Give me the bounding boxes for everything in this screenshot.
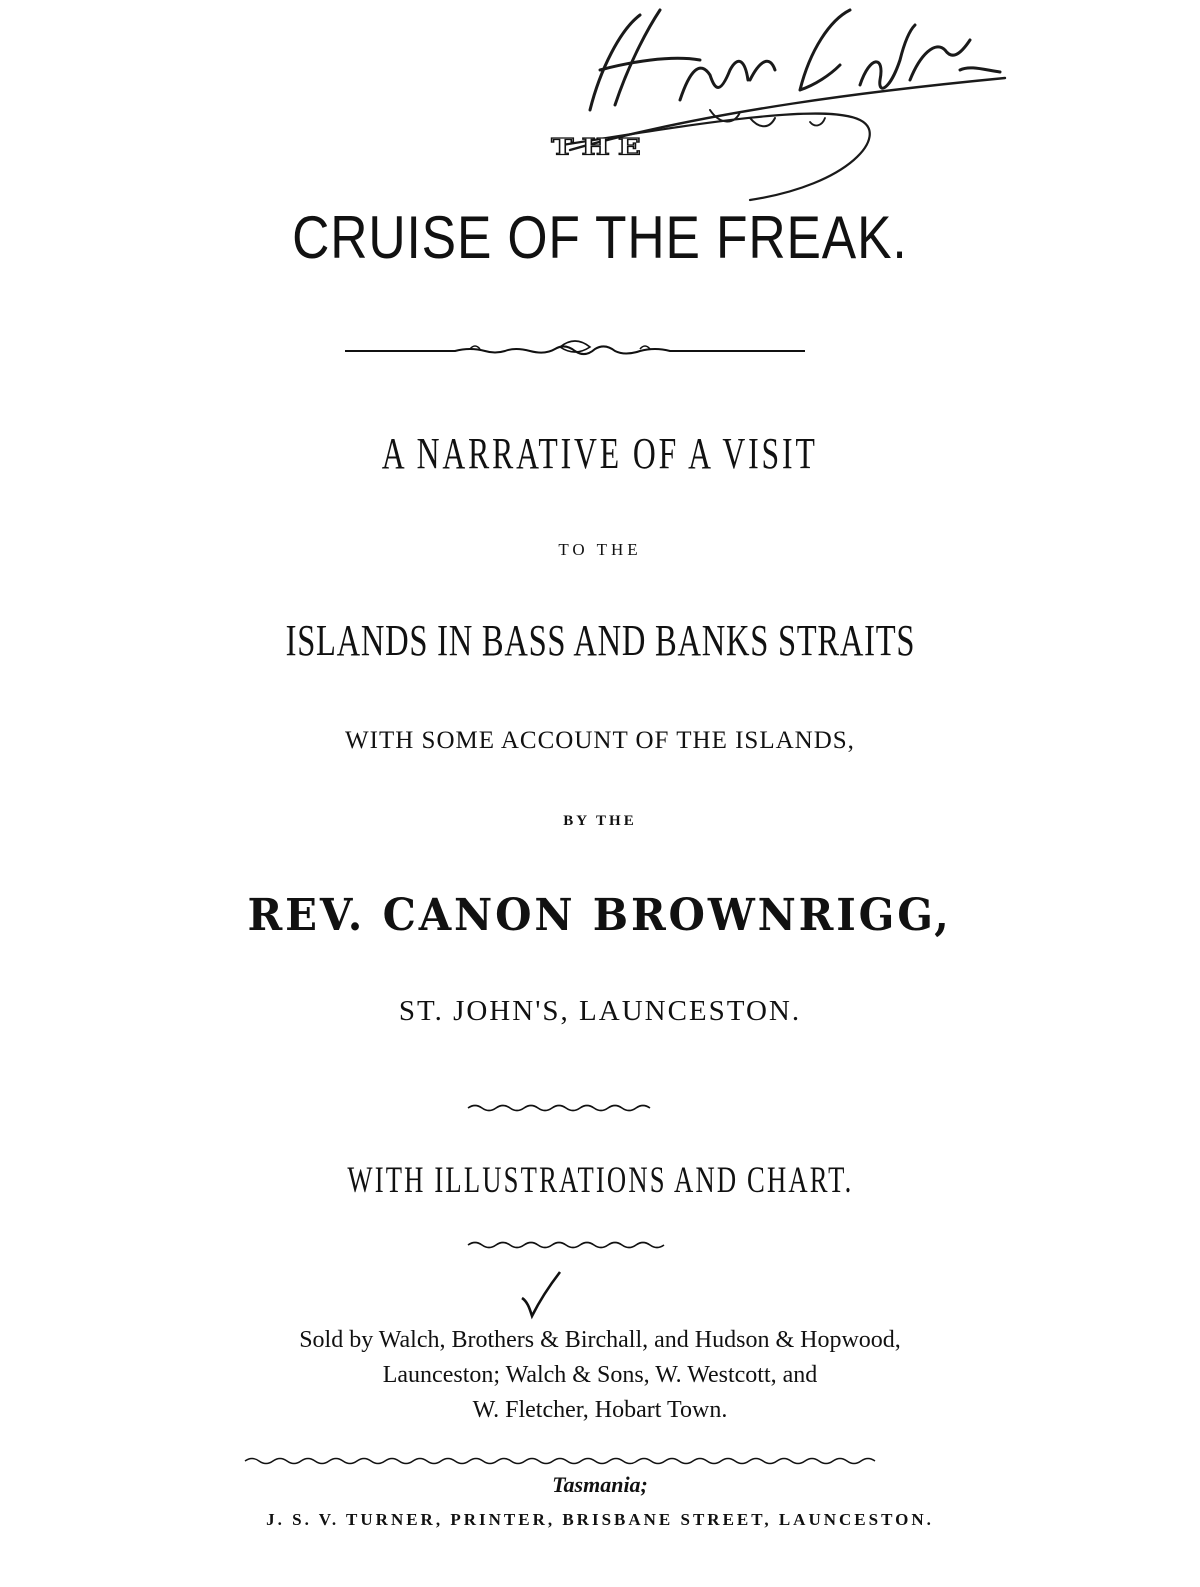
- sold-by-line-1: Sold by Walch, Brothers & Birchall, and Hudson & Hopwood,: [299, 1327, 901, 1353]
- subtitle-narrative: A NARRATIVE OF A VISIT: [382, 429, 818, 478]
- wavy-rule-2: [468, 1243, 664, 1248]
- sold-by-line-2: Launceston; Walch & Sons, W. Westcott, and: [382, 1362, 818, 1388]
- subtitle-to-the: TO THE: [558, 540, 642, 559]
- title-prefix: THE: [551, 134, 649, 161]
- author-parish: ST. JOHN'S, LAUNCESTON.: [398, 995, 802, 1027]
- wavy-rule-1: [468, 1106, 650, 1111]
- printer-line: J. S. V. TURNER, PRINTER, BRISBANE STREET, LAUNCESTON.: [266, 1510, 934, 1529]
- checkmark-mark: [522, 1272, 560, 1316]
- by-the: BY THE: [563, 813, 637, 829]
- book-title: CRUISE OF THE FREAK.: [292, 204, 908, 271]
- imprint-place: Tasmania;: [552, 1472, 648, 1497]
- author-name: REV. CANON BROWNRIGG,: [247, 890, 953, 941]
- sold-by-line-3: W. Fletcher, Hobart Town.: [472, 1397, 728, 1423]
- illustrations-note: WITH ILLUSTRATIONS AND CHART.: [346, 1160, 854, 1201]
- wavy-rule-3: [245, 1459, 875, 1464]
- ornament-rule-top: [345, 346, 805, 354]
- subtitle-islands: ISLANDS IN BASS AND BANKS STRAITS: [285, 616, 915, 665]
- subtitle-account: WITH SOME ACCOUNT OF THE ISLANDS,: [345, 727, 855, 754]
